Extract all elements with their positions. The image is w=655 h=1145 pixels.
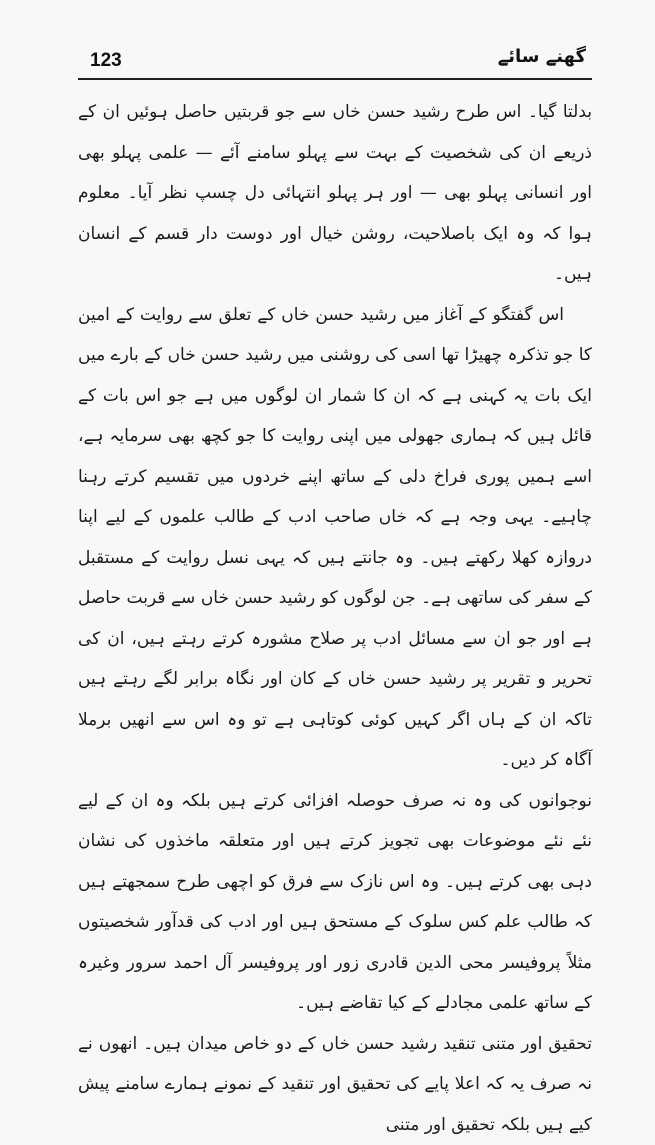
paragraph-2: اس گفتگو کے آغاز میں رشید حسن خاں کے تعلق سے روایت کے امین کا جو تذکرہ چھیڑا تھا اسی کی روشنی میں رشید حسن خاں کے بارے میں ایک بات یہ کہنی ہے کہ ان کا شمار ان لوگوں میں ہے جو اس بات کے قائل ہیں کہ ہماری جھولی میں اپنی روایت کا جو کچھ بھی سرمایہ ہے، اسے ہمیں پوری فراخ دلی کے ساتھ اپنے خردوں میں تقسیم کرتے رہنا چاہیے۔ یہی وجہ ہے کہ خاں صاحب ادب کے طالب علموں کے لیے اپنا دروازہ کھلا رکھتے ہیں۔ وہ جانتے ہیں کہ یہی نسل روایت کے مستقبل کے سفر کی ساتھی ہے۔ جن لوگوں کو رشید حسن خاں سے قربت حاصل ہے اور جو ان سے مسائل ادب پر صلاح مشورہ کرتے رہتے ہیں، ان کی تحریر و تقریر پر رشید حسن خاں کے کان اور نگاہ برابر لگے رہتے ہیں تاکہ ان کے ہاں اگر کہیں کوئی کوتاہی ہے تو وہ اس سے انھیں برملا آگاہ کر دیں۔ <box>78 295 592 781</box>
paragraph-1: بدلتا گیا۔ اس طرح رشید حسن خاں سے جو قربتیں حاصل ہوئیں ان کے ذریعے ان کی شخصیت کے بہت سے پہلو سامنے آئے — علمی پہلو بھی اور انسانی پہلو بھی — اور ہر پہلو انتہائی دل چسپ نظر آیا۔ معلوم ہوا کہ وہ ایک باصلاحیت، روشن خیال اور دوست دار قسم کے انسان ہیں۔ <box>78 92 592 295</box>
header-rule <box>78 78 592 80</box>
page-header <box>78 44 590 74</box>
paragraph-4: تحقیق اور متنی تنقید رشید حسن خاں کے دو خاص میدان ہیں۔ انھوں نے نہ صرف یہ کہ اعلا پایے کی تحقیق اور تنقید کے نمونے ہمارے سامنے پیش کیے ہیں بلکہ تحقیق اور متنی <box>78 1024 592 1145</box>
running-title: گھنے سائے <box>498 46 586 67</box>
paragraph-3: نوجوانوں کی وہ نہ صرف حوصلہ افزائی کرتے ہیں بلکہ وہ ان کے لیے نئے نئے موضوعات بھی تجویز کرتے ہیں اور متعلقہ ماخذوں کی نشان دہی بھی کرتے ہیں۔ وہ اس نازک سے فرق کو اچھی طرح سمجھتے ہیں کہ طالب علم کس سلوک کے مستحق ہیں اور ادب کی قدآور شخصیتوں مثلاً پروفیسر محی الدین قادری زور اور پروفیسر آل احمد سرور وغیرہ کے ساتھ علمی مجادلے کے کیا تقاضے ہیں۔ <box>78 781 592 1024</box>
page-body <box>78 92 592 1145</box>
page-number: 123 <box>90 50 122 72</box>
